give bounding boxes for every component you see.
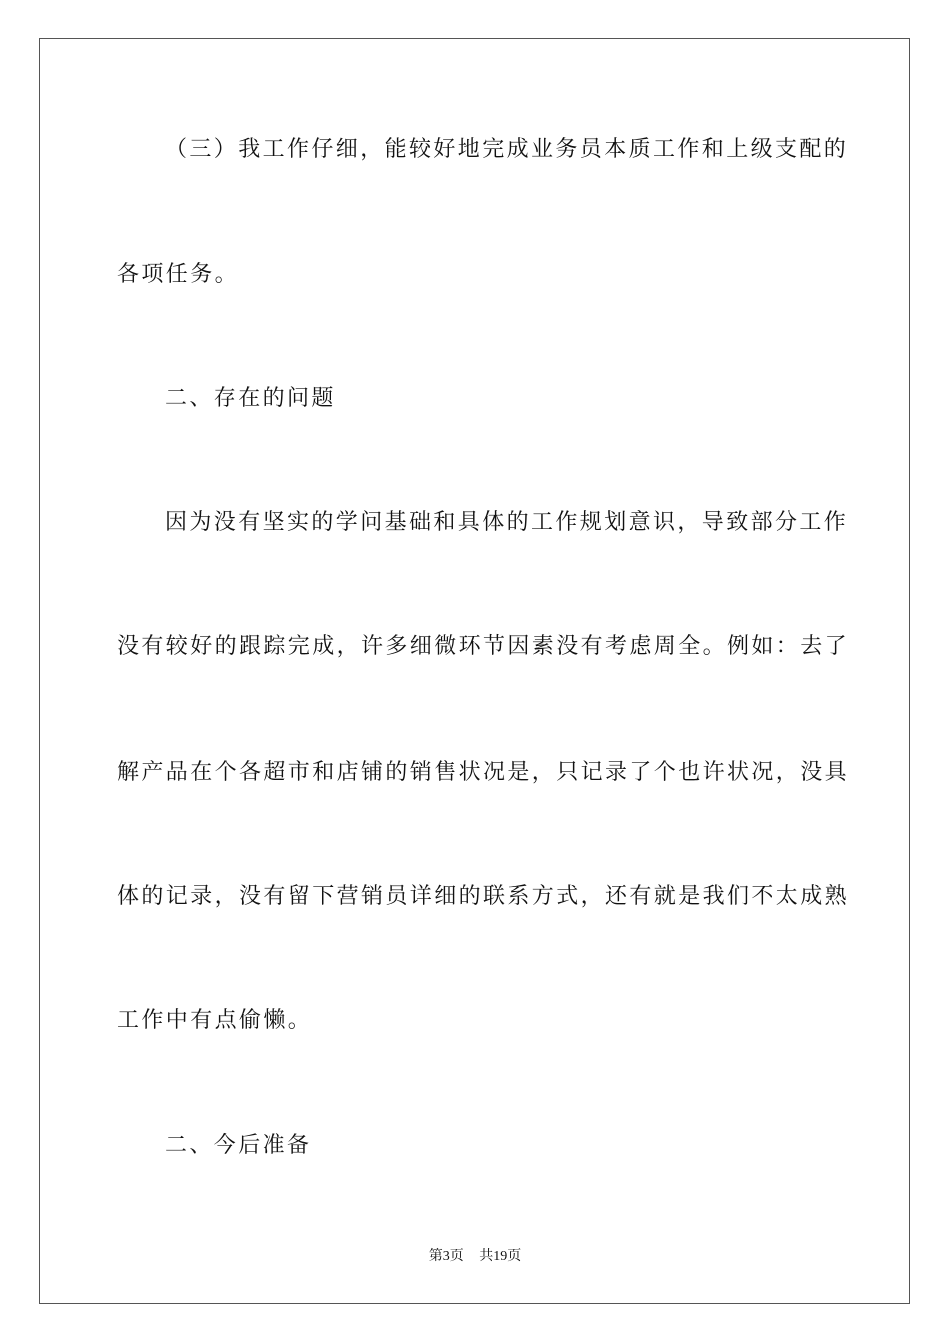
paragraph-line: 体的记录，没有留下营销员详细的联系方式，还有就是我们不太成熟 xyxy=(117,884,850,909)
section-heading: 二、今后准备 xyxy=(165,1133,312,1158)
paragraph-line: （三）我工作仔细，能较好地完成业务员本质工作和上级支配的 xyxy=(165,137,849,162)
paragraph-line: 解产品在个各超市和店铺的销售状况是，只记录了个也许状况，没具 xyxy=(117,760,850,785)
page-border xyxy=(39,38,910,1304)
page-number: 第3页 xyxy=(428,1249,464,1264)
section-heading: 二、存在的问题 xyxy=(165,386,336,411)
paragraph-line: 工作中有点偷懒。 xyxy=(117,1008,313,1033)
paragraph-line: 没有较好的跟踪完成，许多细微环节因素没有考虑周全。例如：去了 xyxy=(117,634,850,659)
paragraph-line: 各项任务。 xyxy=(117,262,240,287)
page-total: 共19页 xyxy=(479,1249,522,1264)
page-footer xyxy=(0,1247,950,1267)
paragraph-line: 因为没有坚实的学问基础和具体的工作规划意识，导致部分工作 xyxy=(165,510,849,535)
